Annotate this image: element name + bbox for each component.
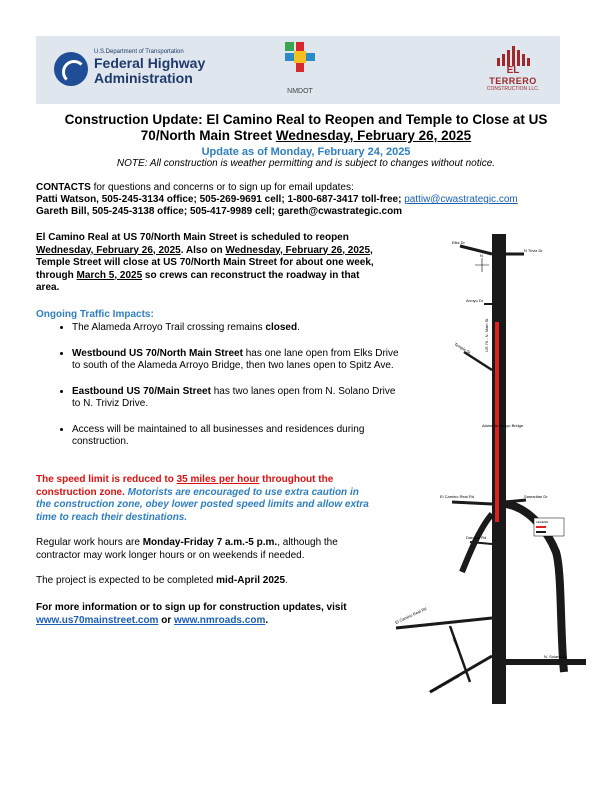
fhwa-logo (54, 48, 224, 92)
nmdot-logo (280, 42, 320, 100)
contacts-block: CONTACTS for questions and concerns or to sign up for email updates: Patti Watson, 505-245-3134 office; 505-269-9691 cell; 1-800-687-3417 toll-free; pattiw@cwastrategic.com Gareth Bill, 505-245-3138 office; 505-417-9989 cell; gareth@cwastrategic.com (36, 182, 518, 217)
speed-limit-value: 35 miles per hour (176, 474, 260, 485)
bill-email-link[interactable]: gareth@cwastrategic.com (277, 206, 403, 217)
intro-paragraph: El Camino Real at US 70/North Main Street is scheduled to reopen Wednesday, February 26, 2025. Also on Wednesday, February 26, 2025, Temple Street will close at US 70/North Main Street for about one week, through March 5, 2025 so crews can reconstruct the roadway in that area. (36, 232, 374, 293)
el-terrero-logo (472, 46, 554, 96)
title-line-2: 70/North Main Street (140, 128, 276, 143)
dardino-label: Dardino Rd (466, 535, 487, 540)
reopen-date: Wednesday, February 26, 2025 (36, 244, 181, 256)
list-item: • Westbound US 70/North Main Street has one lane open from Elks Drive to south of the Alameda Arroyo Bridge, then two lanes open to Spitz Ave. (72, 348, 402, 373)
update-date: Update as of Monday, February 24, 2025 (201, 146, 411, 158)
watson-tollfree: 1-800-687-3417 (287, 194, 359, 205)
through-date: March 5, 2025 (76, 269, 143, 281)
taft-label: Taft Ave (451, 636, 462, 652)
nmdot-label: NMDOT (287, 88, 313, 95)
solano-label: N. Solano Dr (544, 654, 567, 659)
close-date: Wednesday, February 26, 2025 (225, 244, 371, 256)
list-item: • Access will be maintained to all businesses and residences during construction. (72, 424, 402, 449)
us70-website-link[interactable]: www.us70mainstreet.com (36, 614, 159, 626)
list-item: • Eastbound US 70/Main Street has two lanes open from N. Solano Drive to N. Triviz Drive. (72, 386, 402, 411)
el-camino-real-south-road (396, 618, 492, 628)
map-legend (534, 518, 564, 536)
more-info: For more information or to sign up for construction updates, visit www.us70mainstreet.com or www.nmroads.com. (36, 602, 347, 626)
temple-label: Temple St (453, 341, 472, 355)
watson-cell: 505-269-9691 (199, 194, 262, 205)
legend-title: LEGEND (536, 520, 549, 524)
zia-cross-icon (285, 42, 315, 72)
three-crosses-label: Three Crosses Ave (428, 673, 460, 695)
north-arrow-icon (475, 253, 489, 272)
elks-drive-road (460, 246, 492, 254)
fhwa-name-1: Federal Highway (94, 55, 206, 71)
fhwa-dept: U.S.Department of Transportation (94, 49, 184, 55)
bill-contact: Gareth Bill, 505-245-3138 (36, 206, 155, 217)
title-line-1: Construction Update: El Camino Real to Reopen and Temple to Close at US (64, 112, 548, 127)
nmroads-website-link[interactable]: www.nmroads.com (174, 614, 266, 626)
el-camino-label: El Camino Real Rd (440, 494, 475, 499)
arroyo-label: Arroyo Dr (466, 298, 484, 303)
main-street-label: US 70 - N. Main St (484, 318, 489, 352)
contacts-intro: for questions and concerns or to sign up for email updates: (90, 182, 354, 193)
samaritan-label: Samaritan Dr (524, 494, 548, 499)
map-svg (390, 232, 586, 716)
completion-date: The project is expected to be completed mid-April 2025. (36, 575, 288, 586)
el-camino-south-label: El Camino Real Rd (394, 605, 428, 625)
watson-email-link[interactable]: pattiw@cwastrategic.com (404, 194, 518, 205)
watson-contact: Patti Watson, 505-245-3134 (36, 194, 165, 205)
speed-limit-notice: The speed limit is reduced to 35 miles per hour throughout the construction zone. Motorists are encouraged to use extra caution in the construction zone, obey lower posted speed limits and allow extra time to reach their destinations. (36, 474, 369, 523)
temple-street-road (464, 352, 492, 370)
skyline-icon (472, 46, 554, 66)
terrero-el: EL (506, 65, 520, 76)
samaritan-road (506, 500, 526, 502)
fhwa-name-2: Administration (94, 70, 193, 86)
terrero-name: TERRERO (489, 76, 537, 86)
closure-segment (495, 322, 499, 522)
svg-text:N: N (480, 253, 483, 258)
construction-map (390, 232, 586, 716)
terrero-sub: CONSTRUCTION LLC. (486, 86, 540, 92)
page-title (36, 112, 576, 144)
bill-cell: 505-417-9989 (189, 206, 253, 217)
title-date: Wednesday, February 26, 2025 (275, 128, 472, 143)
triviz-label: N Triviz Dr (524, 248, 543, 253)
fhwa-emblem-icon (54, 52, 88, 86)
caution-advice: Motorists are encouraged to use extra caution in the construction zone, obey lower posted speed limits and allow extra time to reach their destinations. (36, 486, 369, 523)
work-hours: Regular work hours are Monday-Friday 7 a.m.-5 p.m., although the contractor may work longer hours or on weekends if needed. (36, 537, 338, 561)
impacts-heading: Ongoing Traffic Impacts: (36, 309, 154, 320)
weather-note: NOTE: All construction is weather permitting and is subject to changes without notice. (116, 158, 496, 169)
contacts-label: CONTACTS (36, 182, 91, 193)
el-camino-real-road (452, 502, 492, 504)
alameda-label: Alameda Arroyo Bridge (482, 423, 524, 428)
list-item: • The Alameda Arroyo Trail crossing remains closed. (72, 322, 402, 335)
elks-label: Elks Dr (452, 240, 465, 245)
header-banner (36, 36, 560, 104)
impacts-list (36, 322, 402, 462)
